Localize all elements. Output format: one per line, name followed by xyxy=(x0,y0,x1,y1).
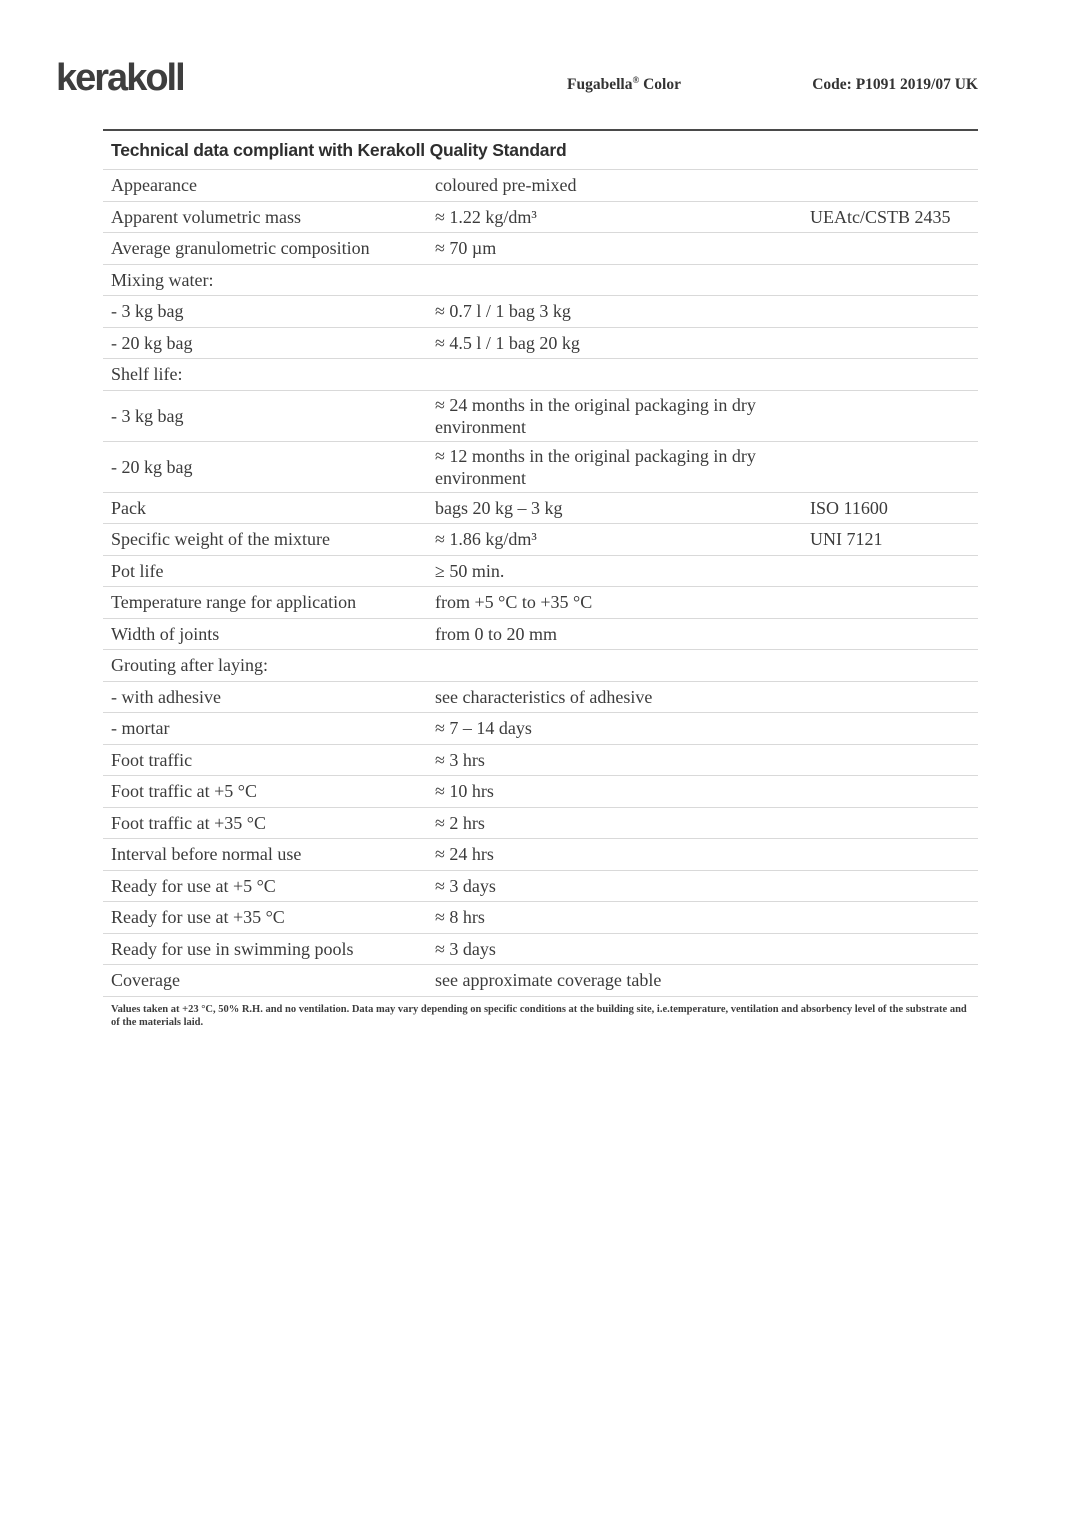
row-value: ≈ 2 hrs xyxy=(435,812,485,833)
table-row xyxy=(103,556,978,588)
row-label: Foot traffic at +5 °C xyxy=(111,781,257,802)
row-label: - 3 kg bag xyxy=(111,301,184,322)
row-label: - 20 kg bag xyxy=(111,456,193,477)
table-row xyxy=(103,713,978,745)
row-label: Mixing water: xyxy=(111,269,214,290)
row-value: from +5 °C to +35 °C xyxy=(435,592,593,613)
table-row xyxy=(103,296,978,328)
row-value: ≈ 3 days xyxy=(435,938,496,959)
row-label: Coverage xyxy=(111,970,180,991)
row-value: ≈ 1.86 kg/dm³ xyxy=(435,529,537,550)
row-value: ≈ 0.7 l / 1 bag 3 kg xyxy=(435,301,571,322)
product-name: Fugabella xyxy=(567,76,633,93)
document-code: Code: P1091 2019/07 UK xyxy=(812,76,978,93)
row-label: Foot traffic xyxy=(111,749,193,770)
table-row xyxy=(103,808,978,840)
row-value: ≈ 3 hrs xyxy=(435,749,485,770)
row-value: ≈ 8 hrs xyxy=(435,907,485,928)
table-row xyxy=(103,359,978,391)
kerakoll-logo: kerakoll xyxy=(56,57,184,99)
row-label: Pack xyxy=(111,497,146,518)
row-label: - mortar xyxy=(111,718,170,739)
footnote: Values taken at +23 °C, 50% R.H. and no ventilation. Data may vary depending on specific conditions at the building site, i.e.temperature, ventilation and absorbency level of the substrate and of the materials laid. xyxy=(111,1003,967,1028)
row-standard: UEAtc/CSTB 2435 xyxy=(810,206,951,227)
table-row xyxy=(103,776,978,808)
row-label: Interval before normal use xyxy=(111,844,302,865)
table-row xyxy=(103,442,978,493)
row-standard: ISO 11600 xyxy=(810,497,888,518)
row-label: Width of joints xyxy=(111,623,220,644)
table-row xyxy=(103,265,978,297)
row-value: coloured pre-mixed xyxy=(435,175,577,196)
table-row xyxy=(103,682,978,714)
row-label: Foot traffic at +35 °C xyxy=(111,812,266,833)
row-value: from 0 to 20 mm xyxy=(435,623,557,644)
row-value: bags 20 kg – 3 kg xyxy=(435,497,563,518)
row-value: see characteristics of adhesive xyxy=(435,686,653,707)
row-label: Pot life xyxy=(111,560,164,581)
row-label: Ready for use at +5 °C xyxy=(111,875,276,896)
table-row xyxy=(103,965,978,997)
table-row xyxy=(103,524,978,556)
table-row xyxy=(103,202,978,234)
row-value: ≈ 7 – 14 days xyxy=(435,718,532,739)
row-label: - 20 kg bag xyxy=(111,332,193,353)
row-value: ≈ 24 hrs xyxy=(435,844,494,865)
table-row xyxy=(103,170,978,202)
row-label: Temperature range for application xyxy=(111,592,357,613)
row-label: - 3 kg bag xyxy=(111,405,184,426)
table-row xyxy=(103,391,978,442)
table-rows xyxy=(103,170,978,997)
row-value: see approximate coverage table xyxy=(435,970,662,991)
row-value: ≥ 50 min. xyxy=(435,560,505,581)
row-value: ≈ 10 hrs xyxy=(435,781,494,802)
table-row xyxy=(103,902,978,934)
row-standard: UNI 7121 xyxy=(810,529,883,550)
table-row xyxy=(103,233,978,265)
row-label: - with adhesive xyxy=(111,686,221,707)
row-label: Apparent volumetric mass xyxy=(111,206,301,227)
table-row xyxy=(103,745,978,777)
product-title xyxy=(567,76,681,94)
row-label: Ready for use in swimming pools xyxy=(111,938,354,959)
table-row xyxy=(103,587,978,619)
table-row xyxy=(103,328,978,360)
row-value: ≈ 24 months in the original packaging in dry environment xyxy=(435,394,756,437)
row-value: ≈ 4.5 l / 1 bag 20 kg xyxy=(435,332,580,353)
row-label: Ready for use at +35 °C xyxy=(111,907,285,928)
table-row xyxy=(103,493,978,525)
row-label: Appearance xyxy=(111,175,197,196)
table-row xyxy=(103,619,978,651)
table-row xyxy=(103,839,978,871)
row-value: ≈ 3 days xyxy=(435,875,496,896)
row-label: Specific weight of the mixture xyxy=(111,529,330,550)
row-label: Grouting after laying: xyxy=(111,655,268,676)
table-row xyxy=(103,871,978,903)
table-row xyxy=(103,934,978,966)
row-value: ≈ 12 months in the original packaging in dry environment xyxy=(435,445,756,488)
row-value: ≈ 70 µm xyxy=(435,238,497,259)
row-label: Average granulometric composition xyxy=(111,238,370,259)
registered-trademark-icon: ® xyxy=(632,74,640,85)
row-label: Shelf life: xyxy=(111,364,183,385)
technical-data-table xyxy=(103,129,978,1029)
product-variant: Color xyxy=(639,76,681,93)
table-title: Technical data compliant with Kerakoll Quality Standard xyxy=(103,131,978,170)
row-value: ≈ 1.22 kg/dm³ xyxy=(435,206,537,227)
table-row xyxy=(103,650,978,682)
